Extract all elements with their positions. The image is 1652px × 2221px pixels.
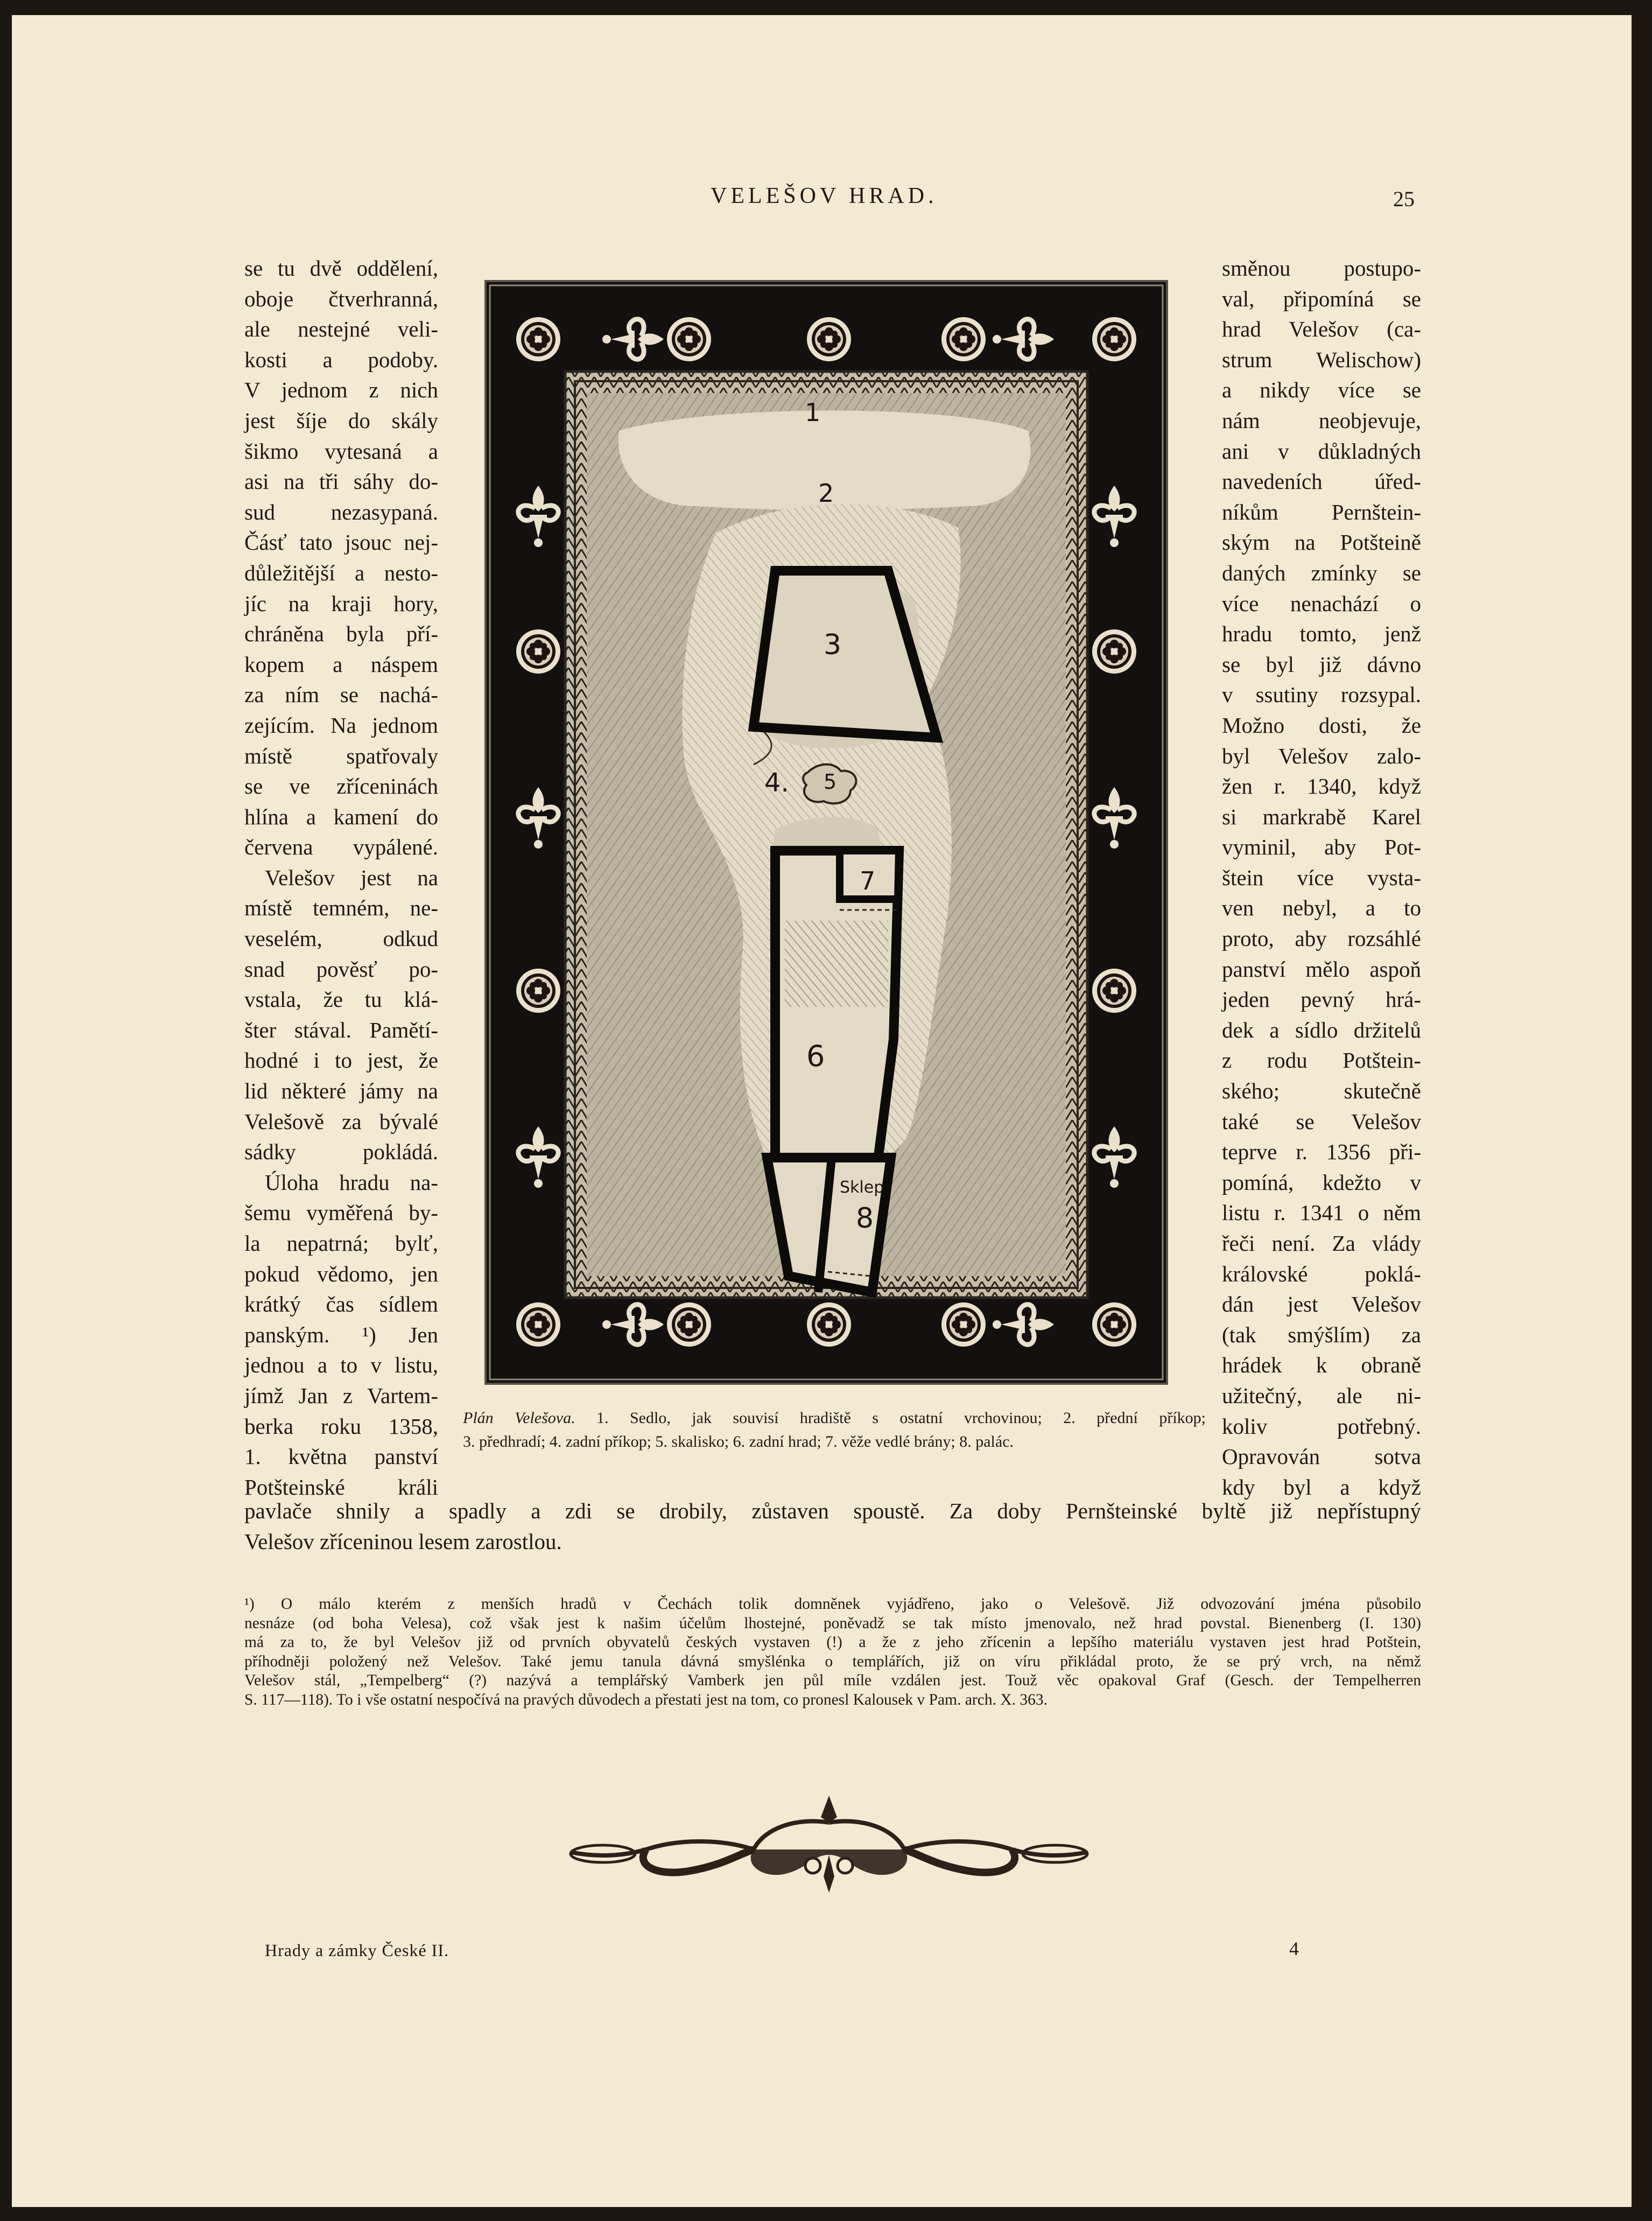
scan-edge-top: [0, 0, 1652, 15]
plan-label-3: 3: [824, 629, 842, 661]
paragraph-2: Velešov jest na místě temném, ne- veselém, odkud snad pověsť po- vstala, že tu klá- šter stával. Pamětí- hodné i to jest, že lid některé jámy na Velešově za bývalé sádky pokládá.: [244, 865, 438, 1165]
scan-edge-bottom: [0, 2207, 1652, 2221]
caption-line-1: 1. Sedlo, jak souvisí hradiště s ostatní vrchovinou; 2. přední příkop;: [596, 1409, 1206, 1427]
plan-label-4: 4.: [764, 768, 789, 798]
full-width-text: [244, 1496, 1421, 1557]
left-column: [244, 253, 438, 1502]
plan-label-6: 6: [806, 1039, 825, 1073]
footnote-text: ¹) O málo kterém z menších hradů v Čechách tolik domněnek vyjádřeno, jako o Velešově. Již odvozování jména působilo nesnáze (od boha Velesa), což však jest k našim účelům lhostejné, poněvadž se tak místo jmenovalo, než hrad povstal. Bienenberg (I. 130) má za to, že byl Velešov již od prvních obyvatelů českých vystaven (!) a že z jeho zřícenin a lepšího materiálu vystaven jest hrad Potštein, příhodněji položený než Velešov. Také jemu tanula dávná smyšlénka o templářích, již on víru přikládal proto, že se prý vrch, na němž Velešov stál, „Tempelberg“ (?) nazývá a templářský Vamberk jen půl míle vzdálen jest. Touž věc opakoval Graf (Gesch. der Tempelherren: [244, 1595, 1421, 1689]
page-number: 25: [1393, 187, 1415, 211]
caption-line-2: 3. předhradí; 4. zadní příkop; 5. skalisko; 6. zadní hrad; 7. věže vedlé brány; 8. palác.: [463, 1433, 1014, 1451]
castle-plan-illustration: [484, 280, 1168, 1385]
figure-caption: [463, 1406, 1206, 1454]
plan-label-8: 8: [856, 1202, 874, 1235]
plan-label-5: 5: [824, 770, 837, 794]
full-width-line-2: Velešov zříceninou lesem zarostlou.: [244, 1529, 562, 1554]
full-width-line-1: pavlače shnily a spadly a zdi se drobily, zůstaven spoustě. Za doby Pernšteinské byltě již nepřístupný: [244, 1498, 1421, 1523]
plan-label-7: 7: [860, 866, 876, 895]
footnote: [244, 1595, 1421, 1709]
signature-line: Hrady a zámky České II.: [265, 1940, 449, 1960]
paragraph-1: se tu dvě oddělení, oboje čtverhranná, ale nestejné veli- kosti a podoby. V jednom z nich jest šíje do skály šikmo vytesaná a asi na tři sáhy do- sud nezasypaná. Čásť tato jsouc nej- důležitější a nesto- jíc na kraji hory, chráněna byla pří- kopem a náspem za ním se nachá- zejícím. Na jednom místě spatřovaly se ve zříceninách hlína a kamení do červena vypálené.: [244, 256, 438, 860]
plan-label-2: 2: [818, 479, 834, 508]
caption-label: Plán Velešova.: [463, 1409, 575, 1427]
castle-plan-figure: [484, 280, 1168, 1385]
plan-label-1: 1: [805, 398, 821, 427]
scan-edge-right: [1632, 0, 1652, 2221]
paragraph-3: Úloha hradu na- šemu vyměřená by- la nepatrná; bylť, pokud vědomo, jen krátký čas sídlem panským. ¹) Jen jednou a to v listu, jímž Jan z Vartem- berka roku 1358, 1. května panství Potšteinské králi: [244, 1169, 438, 1500]
signature-number: 4: [1289, 1938, 1299, 1959]
right-column-text: směnou postupo- val, připomíná se hrad Velešov (ca- strum Welischow) a nikdy více se nám neobjevuje, ani v důkladných navedeních úřed- níkům Pernštein- ským na Potšteině daných zmínky se více nenachází o hradu tomto, jenž se byl již dávno v ssutiny rozsypal. Možno dosti, že byl Velešov zalo- žen r. 1340, když si markrabě Karel vyminil, aby Pot- štein více vysta- ven nebyl, a to proto, aby rozsáhlé panství mělo aspoň jeden pevný hrá- dek a sídlo držitelů z rodu Potštein- ského; skutečně také se Velešov teprve r. 1356 při- pomíná, kdežto v listu r. 1341 o něm řeči není. Za vlády královské poklá- dán jest Velešov (tak smýšlím) za hrádek k obraně užitečný, ale ni- koliv potřebný. Opravován sotva kdy byl a když: [1222, 256, 1421, 1500]
scan-edge-left: [0, 0, 12, 2221]
right-column: [1222, 253, 1421, 1502]
footnote-last-line: S. 117—118). To i vše ostatní nespočívá na pravých důvodech a přestati jest na tom, co pronesl Kalousek v Pam. arch. X. 363.: [244, 1691, 1048, 1708]
running-title: VELEŠOV HRAD.: [711, 184, 938, 208]
plan-label-sklep: Sklep: [840, 1178, 884, 1197]
decorative-tailpiece: [560, 1785, 1098, 1909]
